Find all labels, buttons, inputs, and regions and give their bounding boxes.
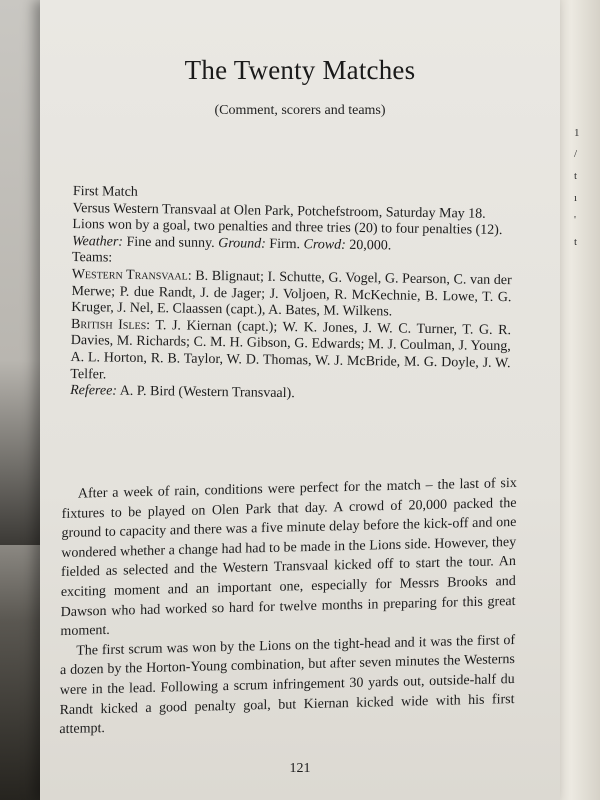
crowd-value: 20,000. bbox=[349, 237, 392, 254]
margin-mark: t bbox=[574, 236, 578, 248]
page-number: 121 bbox=[289, 761, 311, 776]
team2-players: T. J. Kiernan (capt.); W. K. Jones, J. W. C. Turner, T. G. R. Davies, M. Richards; C. M. H. Gibson, G. Edwards; M. J. Coulman, J. Young, A. L. Horton, R. B. Taylor, W. D. Thomas, W. J. McBride, M. G. Doyle, J. W. Telfer. bbox=[70, 317, 512, 383]
team2-line bbox=[70, 317, 511, 390]
result-line: Lions won by a goal, two penalties and three tries (20) to four penalties (12). bbox=[72, 217, 503, 239]
margin-mark: / bbox=[574, 148, 578, 160]
match-heading: First Match bbox=[72, 184, 138, 200]
ground-label: Ground: bbox=[218, 235, 266, 252]
team1-name: Western Transvaal: bbox=[71, 266, 192, 284]
margin-mark: t bbox=[574, 170, 578, 182]
weather-value: Fine and sunny. bbox=[126, 234, 215, 251]
referee-label: Referee: bbox=[70, 383, 118, 399]
ground-value: Firm. bbox=[269, 236, 301, 252]
team2-name: British Isles: bbox=[70, 316, 151, 333]
venue-line: Versus Western Transvaal at Olen Park, Potchefstroom, Saturday May 18. bbox=[72, 200, 486, 222]
weather-label: Weather: bbox=[72, 233, 124, 250]
referee-value: A. P. Bird (Western Transvaal). bbox=[119, 383, 295, 402]
report-paragraph: After a week of rain, conditions were perfect for the match – the last of six fixtures to be played on Olen Park that day. A crowd of 20,000 packed the ground to capacity and there was a five minute delay before the kick-off and one wondered whether a change had had to be made in the Lions side. However, they fielded as selected and the Western Transvaal kicked off to start the tour. An exciting moment and an important one, especially for Messrs Brooks and Dawson who had worked so hard for twelve months in preparing for this great moment. bbox=[60, 475, 517, 640]
margin-mark: 1 bbox=[574, 127, 580, 139]
match-details bbox=[70, 184, 513, 406]
book-page bbox=[40, 0, 560, 800]
page-title: The Twenty Matches bbox=[184, 55, 416, 85]
match-report bbox=[59, 474, 517, 740]
page-subtitle: (Comment, scorers and teams) bbox=[214, 103, 386, 118]
team1-players: B. Blignaut; I. Schutte, G. Vogel, G. Pearson, C. van der Merwe; P. due Randt, J. de Jager; J. Voljoen, R. McKechnie, B. Lowe, T. G. Kruger, J. Nel, E. Claassen (capt.), A. Bates, M. Wilkens. bbox=[71, 268, 512, 320]
teams-label: Teams: bbox=[71, 250, 113, 266]
margin-mark: ı bbox=[574, 192, 578, 204]
crowd-label: Crowd: bbox=[303, 237, 346, 253]
report-paragraph: The first scrum was won by the Lions on the tight-head and it was the first of a dozen by the Horton-Young combination, but after seven minutes the Westerns were in the lead. Following a scrum infringement 30 yards out, outside-half du Randt kicked a good penalty goal, but Kiernan kicked wide with his first attempt. bbox=[59, 632, 516, 738]
team1-line bbox=[71, 267, 512, 323]
margin-mark: ' bbox=[574, 214, 576, 226]
